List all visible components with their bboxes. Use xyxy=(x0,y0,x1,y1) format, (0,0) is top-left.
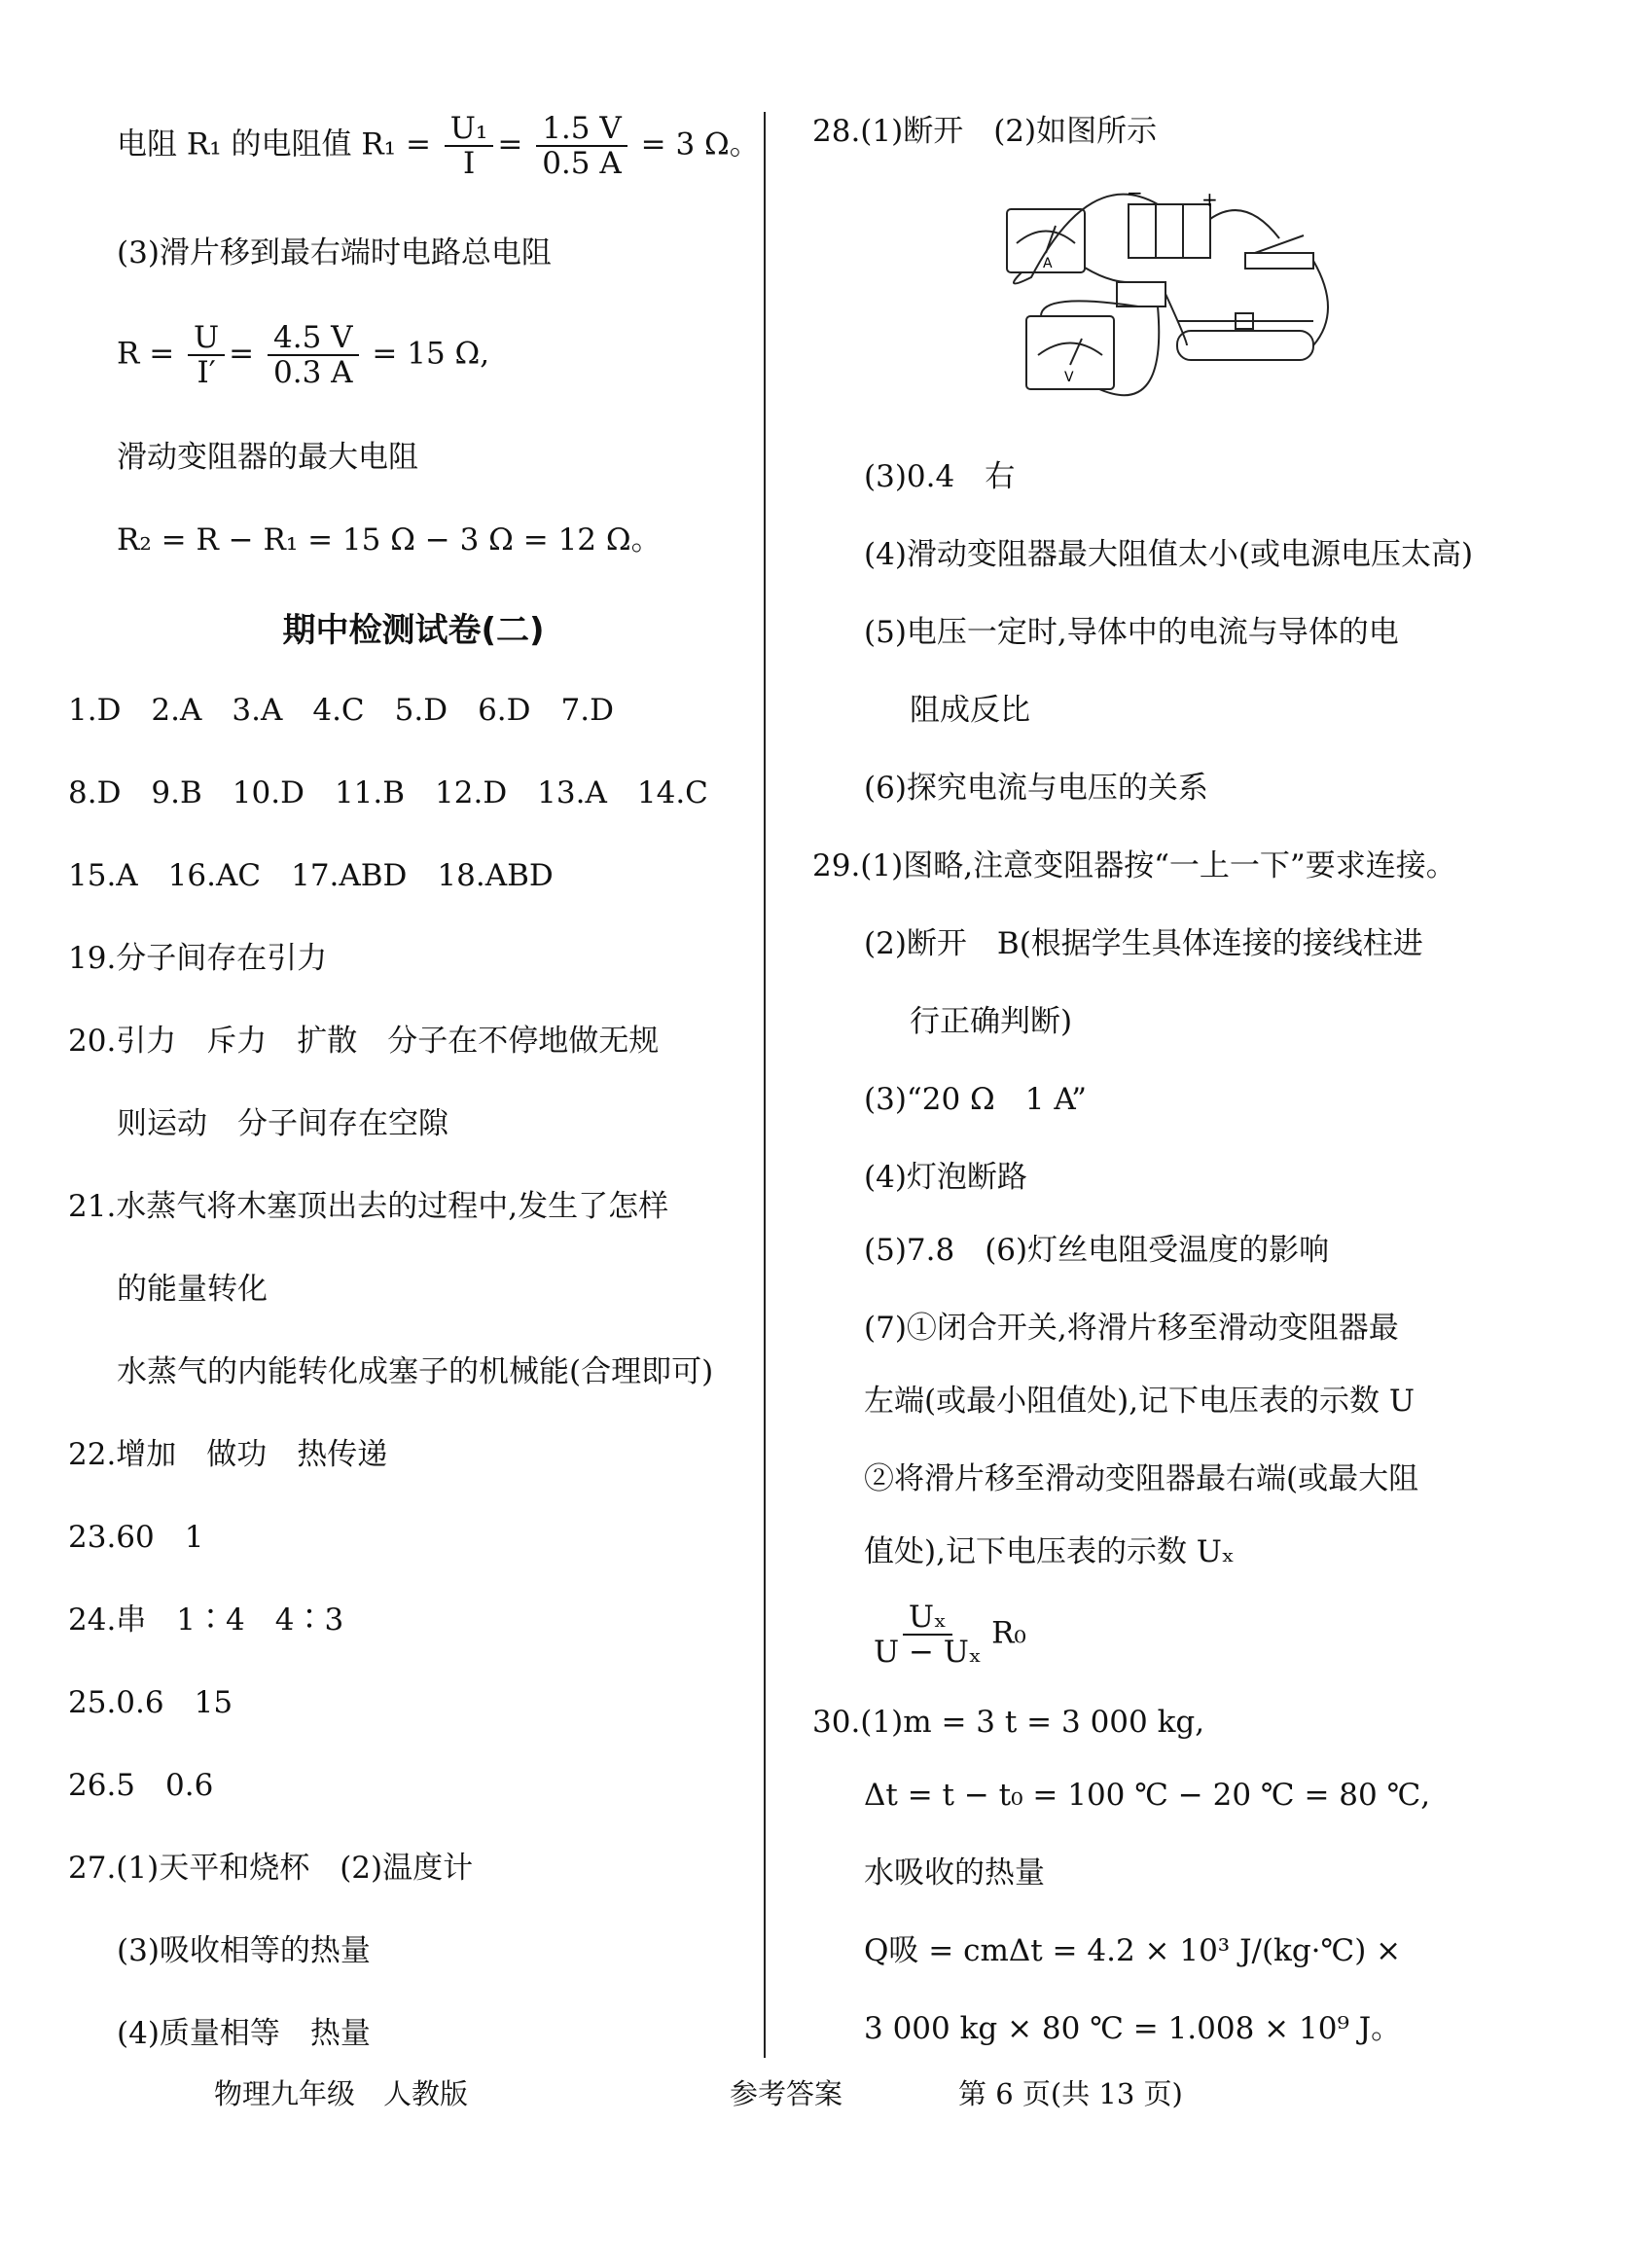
answer-29h: 左端(或最小阻值处),记下电压表的示数 U xyxy=(864,1384,1416,1419)
answer-line-1: 1.D 2.A 3.A 4.C 5.D 6.D 7.D xyxy=(68,693,614,728)
frac-num: U xyxy=(188,321,225,356)
voltmeter-label: V xyxy=(1064,370,1074,385)
footer-subject: 物理九年级 人教版 xyxy=(214,2077,469,2110)
frac-den: I xyxy=(462,146,476,181)
total-resistance-line: R = $\frac{U}{I'}$ = $\frac{4.5 V}{0.3 A}$ = 15 Ω, xyxy=(117,320,490,390)
r-label: R = xyxy=(117,336,175,372)
frac-num: U₁ xyxy=(445,112,494,147)
column-divider xyxy=(764,112,766,2058)
voltmeter-scale xyxy=(1038,343,1102,356)
answer-23: 23.60 1 xyxy=(68,1520,204,1555)
answer-27b: (3)吸收相等的热量 xyxy=(117,1933,371,1968)
answer-28e: 阻成反比 xyxy=(910,693,1030,728)
answer-24: 24.串 1∶4 4∶3 xyxy=(68,1602,344,1638)
answer-29c: 行正确判断) xyxy=(910,1004,1073,1039)
answer-30d: Q吸 = cmΔt = 4.2 × 10³ J/(kg·℃) × xyxy=(864,1933,1402,1968)
wire-7 xyxy=(1165,294,1187,345)
r0-label: R₀ xyxy=(991,1615,1026,1651)
frac-num: 4.5 V xyxy=(268,321,359,356)
fraction-u1-i xyxy=(445,112,494,180)
answer-22: 22.增加 做功 热传递 xyxy=(68,1437,388,1472)
answer-28b: (3)0.4 右 xyxy=(864,459,1016,494)
answer-29d: (3)“20 Ω 1 A” xyxy=(864,1082,1088,1117)
answer-line-3: 15.A 16.AC 17.ABD 18.ABD xyxy=(68,858,554,893)
answer-29j: 值处),记下电压表的示数 Uₓ xyxy=(864,1534,1236,1569)
rheostat-body xyxy=(1177,331,1313,360)
answer-20a: 20.引力 斥力 扩散 分子在不停地做无规 xyxy=(68,1024,660,1059)
battery-cell-2 xyxy=(1156,204,1183,258)
answer-29f: (5)7.8 (6)灯丝电阻受温度的影响 xyxy=(864,1233,1330,1268)
answer-line-2: 8.D 9.B 10.D 11.B 12.D 13.A 14.C xyxy=(68,775,708,810)
answer-27c: (4)质量相等 热量 xyxy=(117,2016,371,2051)
battery-cell-1 xyxy=(1129,204,1156,258)
max-resistance-text: 滑动变阻器的最大电阻 xyxy=(117,440,418,475)
answer-30a: 30.(1)m = 3 t = 3 000 kg, xyxy=(812,1705,1205,1740)
battery-cell-3 xyxy=(1183,204,1210,258)
wire-6 xyxy=(1099,306,1159,395)
terminal-block xyxy=(1117,282,1165,306)
plus-label: + xyxy=(1201,188,1218,211)
answer-29b: (2)断开 B(根据学生具体连接的接线柱进 xyxy=(864,926,1423,961)
answer-28d: (5)电压一定时,导体中的电流与导体的电 xyxy=(864,615,1399,650)
switch-base xyxy=(1245,253,1313,269)
r1-label: 电阻 R₁ 的电阻值 R₁ = xyxy=(117,126,431,162)
answer-21a: 21.水蒸气将木塞顶出去的过程中,发生了怎样 xyxy=(68,1189,669,1224)
ammeter-label: A xyxy=(1043,256,1053,271)
wire-4 xyxy=(1085,268,1129,282)
answer-20b: 则运动 分子间存在空隙 xyxy=(117,1106,448,1141)
answer-30c: 水吸收的热量 xyxy=(864,1855,1045,1890)
answer-29e: (4)灯泡断路 xyxy=(864,1160,1027,1195)
section-title: 期中检测试卷(二) xyxy=(282,611,545,650)
ammeter-scale xyxy=(1017,232,1075,244)
wire-3 xyxy=(1313,261,1328,345)
r1-result: = 3 Ω。 xyxy=(640,126,760,162)
answer-19: 19.分子间存在引力 xyxy=(68,941,328,976)
answer-21b: 的能量转化 xyxy=(117,1272,268,1307)
r-result: = 15 Ω, xyxy=(372,336,490,372)
answer-21c: 水蒸气的内能转化成塞子的机械能(合理即可) xyxy=(117,1354,714,1389)
footer-label: 参考答案 xyxy=(730,2077,843,2110)
frac-den: U − Uₓ xyxy=(874,1635,983,1670)
resistance-r1-line: 电阻 R₁ 的电阻值 R₁ = $\frac{\text{U₁}}{I}$ = $\frac{1.5 V}{0.5 A}$ = 3 Ω。 xyxy=(117,111,760,181)
answer-26: 26.5 0.6 xyxy=(68,1768,214,1803)
frac-den: 0.5 A xyxy=(542,146,622,181)
answer-30e: 3 000 kg × 80 ℃ = 1.008 × 10⁹ J。 xyxy=(864,2011,1402,2046)
r2-equation: R₂ = R − R₁ = 15 Ω − 3 Ω = 12 Ω。 xyxy=(117,522,662,558)
answer-29i: ②将滑片移至滑动变阻器最右端(或最大阻 xyxy=(864,1461,1419,1496)
fraction-values xyxy=(536,112,627,180)
answer-29a: 29.(1)图略,注意变阻器按“一上一下”要求连接。 xyxy=(812,848,1456,883)
answer-29k-formula xyxy=(864,1601,1026,1669)
answer-30b: Δt = t − t₀ = 100 ℃ − 20 ℃ = 80 ℃, xyxy=(864,1778,1431,1813)
frac-den: I′ xyxy=(197,355,216,390)
fraction-ux xyxy=(868,1601,987,1669)
answer-28f: (6)探究电流与电压的关系 xyxy=(864,771,1208,806)
answer-27a: 27.(1)天平和烧杯 (2)温度计 xyxy=(68,1851,474,1886)
wire-5 xyxy=(1041,301,1138,316)
step3-text: (3)滑片移到最右端时电路总电阻 xyxy=(117,235,552,270)
answer-25: 25.0.6 15 xyxy=(68,1685,233,1720)
fraction-u-i-prime xyxy=(188,321,225,389)
circuit-diagram xyxy=(1002,185,1343,428)
answer-28a: 28.(1)断开 (2)如图所示 xyxy=(812,114,1158,149)
wire-2 xyxy=(1210,210,1279,238)
answer-29g: (7)①闭合开关,将滑片移至滑动变阻器最 xyxy=(864,1311,1399,1346)
minus-label: − xyxy=(1127,185,1143,204)
frac-num: 1.5 V xyxy=(536,112,627,147)
footer-page: 第 6 页(共 13 页) xyxy=(958,2077,1183,2110)
frac-den: 0.3 A xyxy=(273,355,353,390)
fraction-values-2 xyxy=(268,321,359,389)
answer-28c: (4)滑动变阻器最大阻值太小(或电源电压太高) xyxy=(864,537,1474,572)
frac-num: Uₓ xyxy=(903,1601,952,1636)
